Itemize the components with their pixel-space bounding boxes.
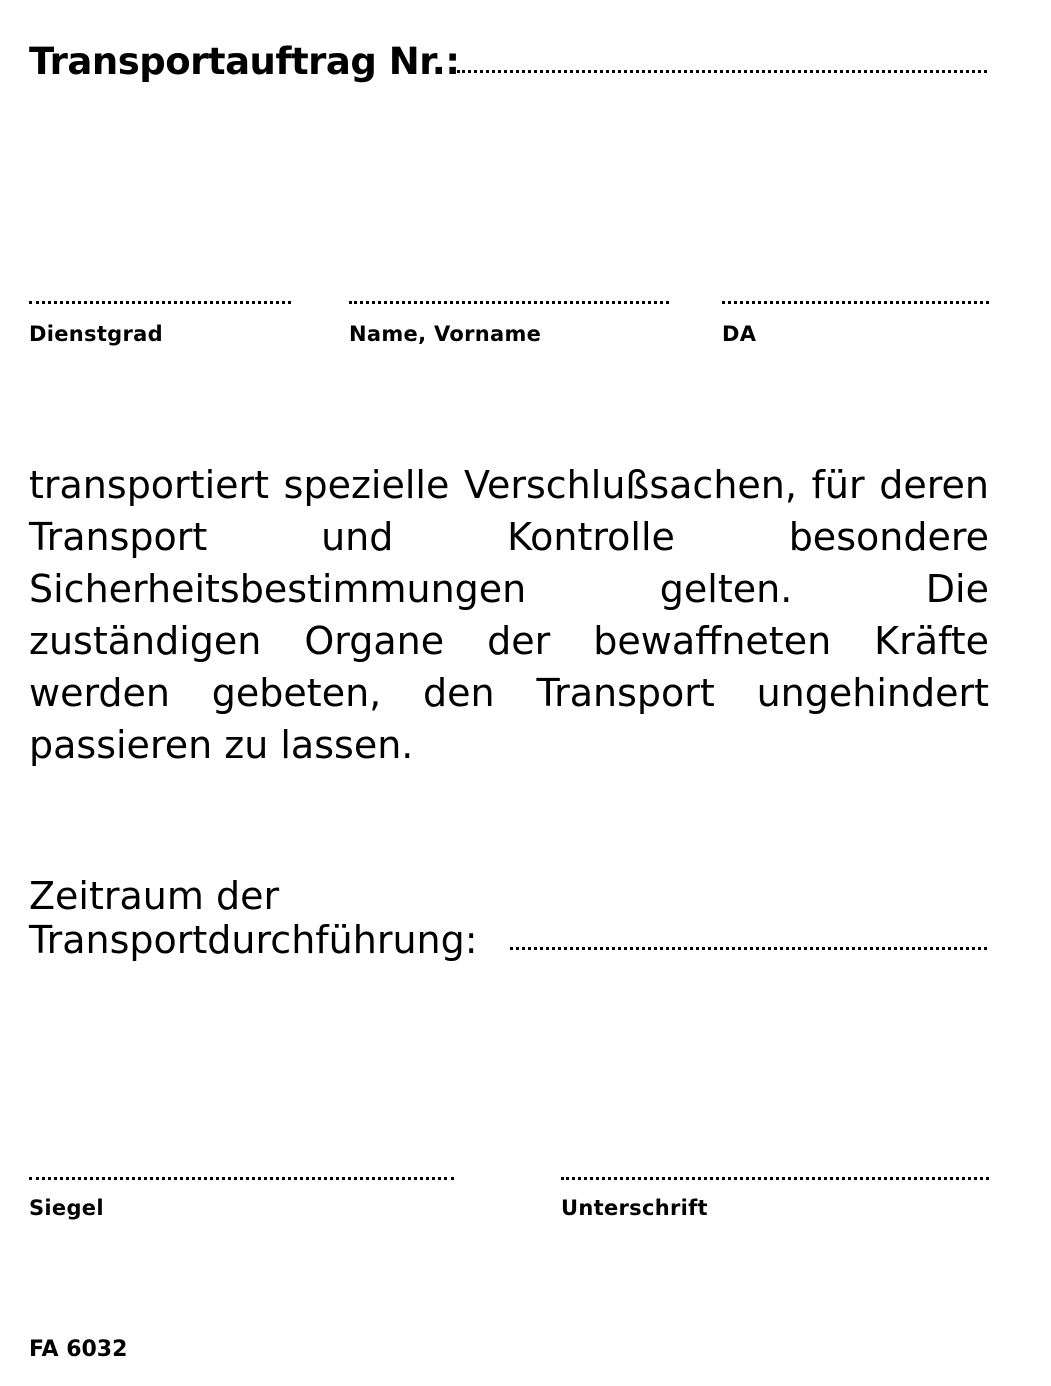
body-paragraph: transportiert spezielle Verschlußsachen, für deren Transport und Kontrolle besondere Sicherheitsbestimmungen gelten. Die zuständigen Organe der bewaffneten Kräfte werden gebeten, den Transport ungehindert passieren zu lassen. [29,463,989,767]
rank-line[interactable] [29,301,291,304]
form-title: Transportauftrag Nr.: [29,40,460,83]
period-label-line2: Transportdurchführung: [29,918,478,962]
seal-label: Siegel [29,1196,104,1220]
name-label: Name, Vorname [349,322,542,346]
da-label: DA [722,322,757,346]
name-line[interactable] [349,301,669,304]
da-line[interactable] [722,301,989,304]
signature-line[interactable] [561,1177,989,1180]
seal-line[interactable] [29,1177,454,1180]
order-number-line[interactable] [457,70,987,73]
period-label-line1: Zeitraum der [29,874,280,918]
rank-label: Dienstgrad [29,322,163,346]
period-label [29,874,478,962]
signature-label: Unterschrift [561,1196,708,1220]
period-line[interactable] [510,947,987,950]
form-number: FA 6032 [29,1337,128,1362]
